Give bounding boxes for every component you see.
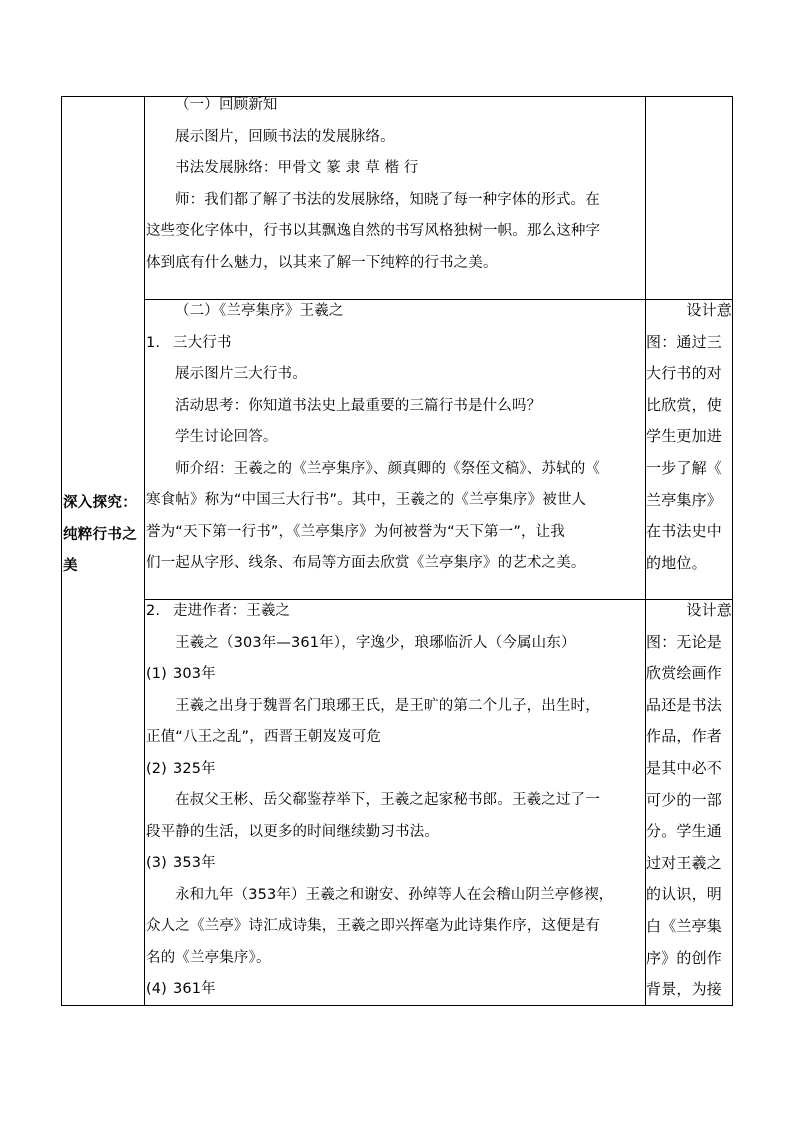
- paragraph: 正值“八王之乱”，西晋王朝岌岌可危: [146, 729, 382, 745]
- review-section: [146, 90, 644, 279]
- numbered-item: 2. 走进作者：王羲之: [146, 603, 291, 619]
- design-intent-note-1: 设计意 图：通过三 大行书的对 比欣赏，使 学生更加进 一步了解《 兰亭集序》 在书法史中 的地位。: [646, 301, 732, 572]
- paragraph: 在叔父王彬、岳父郗鉴荐举下，王羲之起家秘书郎。王羲之过了一: [175, 792, 600, 808]
- stage-label: 深入探究： 纯粹行书之 美: [63, 495, 137, 574]
- paragraph: 书法发展脉络：甲骨文 篆 隶 草 楷 行: [175, 160, 419, 176]
- paragraph: 体到底有什么魅力，以其来了解一下纯粹的行书之美。: [146, 254, 498, 271]
- lanting-section: [146, 296, 644, 580]
- sub-item: (4) 361年: [146, 981, 216, 997]
- paragraph: 寒食帖》称为“中国三大行书”。其中，王羲之的《兰亭集序》被世人: [146, 492, 587, 508]
- paragraph: 展示图片三大行书。: [175, 366, 307, 382]
- paragraph: 段平静的生活，以更多的时间继续勤习书法。: [146, 823, 439, 840]
- author-section: [146, 596, 644, 1006]
- table-border-right: [732, 96, 733, 1006]
- paragraph: 师介绍：王羲之的《兰亭集序》、颜真卿的《祭侄文稿》、苏轼的《: [175, 460, 600, 477]
- paragraph: 学生讨论回答。: [175, 429, 278, 445]
- paragraph: 王羲之（303年—361年），字逸少，琅琊临沂人（今属山东）: [175, 634, 576, 651]
- table-border-left: [61, 96, 62, 1006]
- paragraph: 活动思考：你知道书法史上最重要的三篇行书是什么吗？: [175, 397, 542, 414]
- paragraph: 誉为“天下第一行书”，《兰亭集序》为何被誉为“天下第一”，让我: [146, 523, 565, 540]
- section-heading: （二）《兰亭集序》王羲之: [175, 303, 344, 319]
- design-intent-note-2: 设计意 图：无论是 欣赏绘画作 品还是书法 作品，作者 是其中必不 可少的一部 分。学生通 过对王羲之 的认识，明 白《兰亭集 序》的创作 背景，为接: [646, 601, 732, 999]
- paragraph: 们一起从字形、线条、布局等方面去欣赏《兰亭集序》的艺术之美。: [146, 555, 586, 571]
- paragraph: 众人之《兰亭》诗汇成诗集，王羲之即兴挥毫为此诗集作序，这便是有: [146, 918, 601, 934]
- paragraph: 这些变化字体中，行书以其飘逸自然的书写风格独树一帜。那么这种字: [146, 223, 601, 239]
- sub-item: (3) 353年: [146, 855, 216, 871]
- numbered-item: 1. 三大行书: [146, 334, 232, 351]
- sub-item: (2) 325年: [146, 760, 216, 777]
- section-heading: （一）回顾新知: [175, 97, 278, 113]
- paragraph: 展示图片，回顾书法的发展脉络。: [175, 128, 395, 145]
- paragraph: 王羲之出身于魏晋名门琅琊王氏，是王旷的第二个儿子，出生时，: [175, 697, 600, 714]
- paragraph: 名的《兰亭集序》。: [146, 949, 271, 966]
- paragraph: 师：我们都了解了书法的发展脉络，知晓了每一种字体的形式。在: [175, 191, 600, 208]
- column-divider-1: [144, 96, 145, 1006]
- sub-item: (1) 303年: [146, 666, 216, 682]
- lesson-table: [61, 96, 733, 1006]
- paragraph: 永和九年（353年）王羲之和谢安、孙绰等人在会稽山阴兰亭修禊，: [175, 886, 614, 903]
